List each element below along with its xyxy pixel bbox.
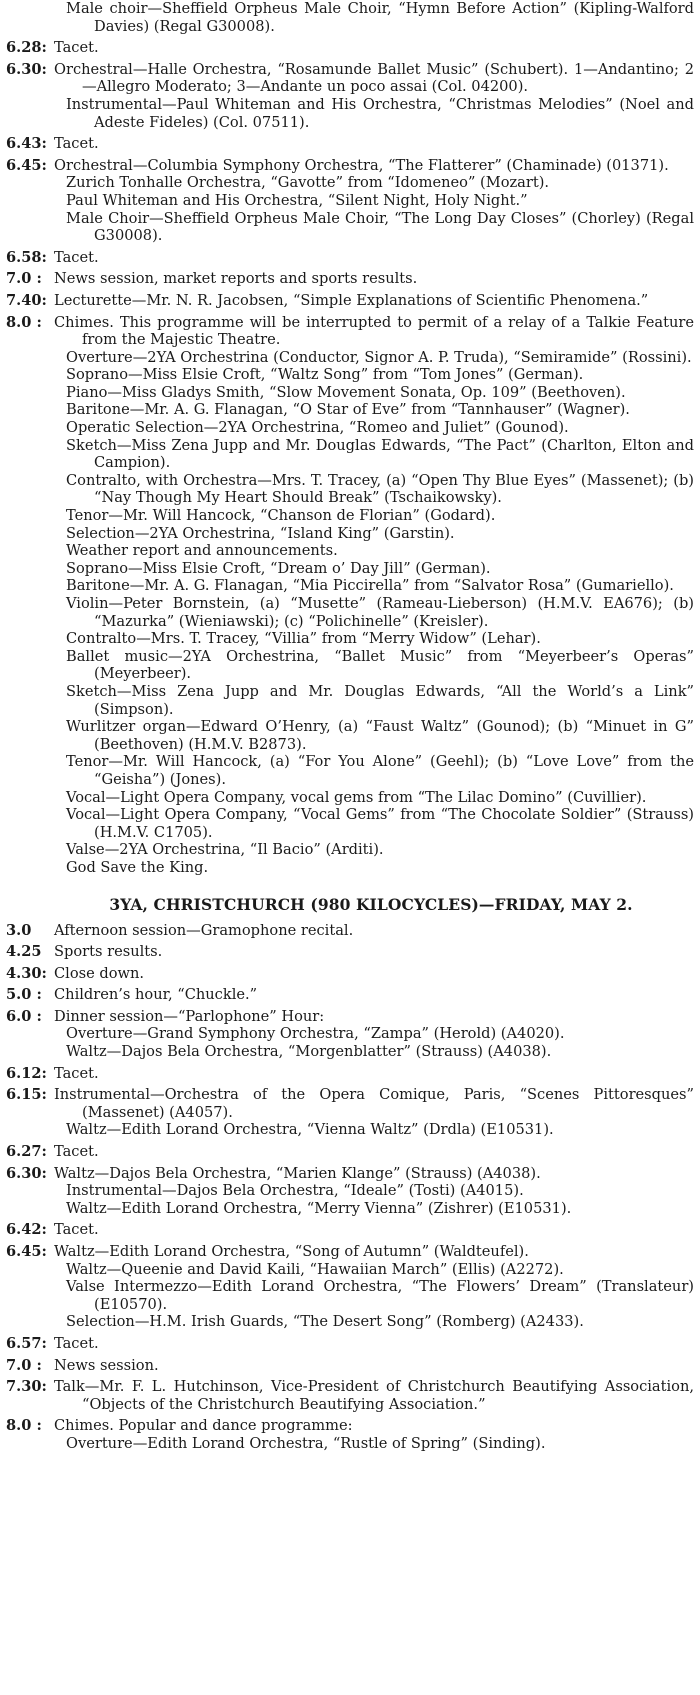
programme-entry (6, 648, 696, 683)
entry-time: 4.30: (6, 964, 47, 982)
entry-text: Weather report and announcements. (66, 542, 338, 560)
programme-entry (6, 1261, 696, 1279)
programme-entry (6, 1335, 696, 1353)
entry-time: 6.15: (6, 1086, 47, 1104)
programme-entry (6, 384, 696, 402)
entry-text: Chimes. This programme will be interrupted to permit of a relay of a Talkie Feature from the Majestic Theatre. (54, 313, 694, 349)
entry-text: Baritone—Mr. A. G. Flanagan, “Mia Piccirella” from “Salvator Rosa” (Gumariello). (66, 577, 674, 595)
programme-entry (6, 1182, 696, 1200)
programme-entry (6, 525, 696, 543)
programme-entry (6, 1417, 696, 1435)
programme-entry (6, 683, 696, 718)
entry-text: Waltz—Edith Lorand Orchestra, “Merry Vienna” (Zishrer) (E10531). (66, 1199, 572, 1217)
entry-text: Zurich Tonhalle Orchestra, “Gavotte” from “Idomeneo” (Mozart). (66, 174, 550, 192)
entry-text: Ballet music—2YA Orchestrina, “Ballet Music” from “Meyerbeer’s Operas” (Meyerbeer). (66, 647, 694, 683)
programme-entry (6, 630, 696, 648)
entry-text: Sketch—Miss Zena Jupp and Mr. Douglas Edwards, “The Pact” (Charlton, Elton and Campion). (66, 436, 694, 472)
entry-text: Instrumental—Orchestra of the Opera Comique, Paris, “Scenes Pittoresques” (Massenet) (A4057). (54, 1086, 694, 1121)
entry-text: Violin—Peter Bornstein, (a) “Musette” (Rameau-Lieberson) (H.M.V. EA676); (b) “Mazurka” (Wieniawski); (c) “Polichinelle” (Kreisler). (66, 595, 694, 630)
programme-entry (6, 0, 696, 35)
entry-time: 6.42: (6, 1221, 47, 1239)
entry-time: 5.0 : (6, 986, 42, 1004)
entry-time: 8.0 : (6, 313, 42, 331)
entry-time: 8.0 : (6, 1417, 42, 1435)
entry-text: Operatic Selection—2YA Orchestrina, “Romeo and Juliet” (Gounod). (66, 419, 569, 437)
entry-text: God Save the King. (66, 858, 209, 876)
entry-text: Tacet. (54, 135, 99, 153)
entry-text: Tacet. (54, 1064, 99, 1082)
entry-text: Afternoon session—Gramophone recital. (54, 921, 354, 939)
entry-text: Piano—Miss Gladys Smith, “Slow Movement Sonata, Op. 109” (Beethoven). (66, 383, 626, 401)
station-heading-3ya: 3YA, CHRISTCHURCH (980 KILOCYCLES)—FRIDAY, MAY 2. (109, 894, 633, 914)
entry-text: Vocal—Light Opera Company, “Vocal Gems” from “The Chocolate Soldier” (Strauss) (H.M.V. C1705). (66, 806, 694, 841)
entry-text: News session. (54, 1356, 159, 1374)
entry-text: Sketch—Miss Zena Jupp and Mr. Douglas Edwards, “All the World’s a Link” (Simpson). (66, 682, 694, 718)
entry-text: Instrumental—Paul Whiteman and His Orchestra, “Christmas Melodies” (Noel and Adeste Fideles) (Col. 07511). (66, 95, 694, 131)
programme-entry (6, 1121, 696, 1139)
programme-entry (6, 1200, 696, 1218)
entry-text: Male Choir—Sheffield Orpheus Male Choir, “The Long Day Closes” (Chorley) (Regal G30008). (66, 209, 694, 245)
programme-entry (6, 157, 696, 175)
programme-entry (6, 419, 696, 437)
entry-time: 6.27: (6, 1143, 47, 1161)
programme-entry (6, 560, 696, 578)
entry-text: Paul Whiteman and His Orchestra, “Silent Night, Holy Night.” (66, 191, 528, 209)
entry-text: News session, market reports and sports results. (54, 270, 418, 288)
entry-text: Tenor—Mr. Will Hancock, (a) “For You Alone” (Geehl); (b) “Love Love” from the “Geisha”) (Jones). (66, 753, 694, 788)
programme-entry (6, 595, 696, 630)
entry-text: Selection—H.M. Irish Guards, “The Desert Song” (Romberg) (A2433). (66, 1313, 584, 1331)
programme-entry (6, 61, 696, 96)
entry-time: 6.45: (6, 1243, 47, 1260)
entry-text: Waltz—Queenie and David Kaili, “Hawaiian March” (Ellis) (A2272). (66, 1260, 564, 1278)
entry-time: 6.45: (6, 156, 47, 174)
entry-text: Tenor—Mr. Will Hancock, “Chanson de Florian” (Godard). (66, 507, 496, 525)
entry-text: Valse—2YA Orchestrina, “Il Bacio” (Arditi). (66, 841, 384, 859)
entry-text: Overture—Grand Symphony Orchestra, “Zampa” (Herold) (A4020). (66, 1025, 565, 1043)
entry-text: Orchestral—Halle Orchestra, “Rosamunde Ballet Music” (Schubert). 1—Andantino; 2—Allegro Moderato; 3—Andante un poco assai (Col. 04200). (54, 60, 694, 96)
programme-section-2ya-continued (6, 0, 696, 877)
programme-entry (6, 1357, 696, 1375)
entry-time: 6.30: (6, 60, 47, 78)
programme-entry (6, 39, 696, 57)
entry-text: Tacet. (54, 1143, 99, 1161)
entry-text: Tacet. (54, 1334, 99, 1352)
entry-text: Close down. (54, 964, 145, 982)
programme-entry (6, 1065, 696, 1083)
programme-entry (6, 1221, 696, 1239)
programme-entry (6, 96, 696, 131)
entry-time: 7.0 : (6, 1356, 42, 1374)
programme-entry (6, 789, 696, 807)
entry-time: 6.57: (6, 1334, 47, 1352)
entry-text: Instrumental—Dajos Bela Orchestra, “Ideale” (Tosti) (A4015). (66, 1182, 524, 1200)
entry-text: Lecturette—Mr. N. R. Jacobsen, “Simple Explanations of Scientific Phenomena.” (54, 291, 649, 309)
programme-entry (6, 1008, 696, 1026)
programme-entry (6, 1025, 696, 1043)
programme-entry (6, 1243, 696, 1261)
programme-entry (6, 718, 696, 753)
programme-entry (6, 1378, 696, 1413)
entry-text: Tacet. (54, 39, 99, 57)
programme-entry (6, 542, 696, 560)
entry-time: 6.12: (6, 1064, 47, 1082)
entry-time: 6.58: (6, 248, 47, 266)
entry-text: Overture—Edith Lorand Orchestra, “Rustle of Spring” (Sinding). (66, 1434, 546, 1452)
entry-text: Waltz—Dajos Bela Orchestra, “Marien Klange” (Strauss) (A4038). (54, 1164, 541, 1182)
entry-text: Contralto, with Orchestra—Mrs. T. Tracey, (a) “Open Thy Blue Eyes” (Massenet); (b) “Nay Though My Heart Should Break” (Tschaikowsky). (66, 471, 694, 507)
programme-entry (6, 753, 696, 788)
programme-entry (6, 1435, 696, 1453)
programme-entry (6, 1165, 696, 1183)
entry-text: Tacet. (54, 248, 99, 266)
entry-text: Sports results. (54, 943, 163, 961)
programme-entry (6, 1278, 696, 1313)
programme-entry (6, 986, 696, 1004)
entry-text: Dinner session—“Parlophone” Hour: (54, 1007, 325, 1025)
entry-text: Overture—2YA Orchestrina (Conductor, Signor A. P. Truda), “Semiramide” (Rossini). (66, 348, 692, 366)
programme-entry (6, 314, 696, 349)
newspaper-radio-programme-page (6, 0, 696, 1453)
programme-entry (6, 859, 696, 877)
entry-text: Selection—2YA Orchestrina, “Island King” (Garstin). (66, 524, 455, 542)
programme-entry (6, 192, 696, 210)
programme-entry (6, 174, 696, 192)
programme-entry (6, 507, 696, 525)
programme-entry (6, 922, 696, 940)
programme-entry (6, 806, 696, 841)
entry-text: Vocal—Light Opera Company, vocal gems from “The Lilac Domino” (Cuvillier). (66, 788, 647, 806)
entry-time: 7.30: (6, 1378, 47, 1396)
entry-text: Chimes. Popular and dance programme: (54, 1417, 353, 1435)
programme-entry (6, 1143, 696, 1161)
programme-entry (6, 943, 696, 961)
entry-time: 3.0 (6, 921, 32, 939)
programme-section-3ya (6, 922, 696, 1453)
programme-entry (6, 841, 696, 859)
entry-time: 6.28: (6, 39, 47, 57)
entry-time: 4.25 (6, 943, 42, 961)
programme-entry (6, 1043, 696, 1061)
programme-entry (6, 249, 696, 267)
entry-text: Valse Intermezzo—Edith Lorand Orchestra, “The Flowers’ Dream” (Translateur) (E10570). (66, 1278, 694, 1313)
programme-entry (6, 472, 696, 507)
entry-time: 6.43: (6, 135, 47, 153)
programme-entry (6, 366, 696, 384)
entry-text: Male choir—Sheffield Orpheus Male Choir, “Hymn Before Action” (Kipling-Walford Davies) (Regal G30008). (66, 0, 694, 35)
programme-entry (6, 437, 696, 472)
entry-text: Wurlitzer organ—Edward O’Henry, (a) “Faust Waltz” (Gounod); (b) “Minuet in G” (Beethoven) (H.M.V. B2873). (66, 718, 694, 753)
entry-text: Tacet. (54, 1221, 99, 1239)
programme-entry (6, 135, 696, 153)
entry-text: Soprano—Miss Elsie Croft, “Dream o’ Day Jill” (German). (66, 559, 491, 577)
entry-text: Baritone—Mr. A. G. Flanagan, “O Star of Eve” from “Tannhauser” (Wagner). (66, 401, 630, 419)
programme-entry (6, 965, 696, 983)
entry-text: Waltz—Edith Lorand Orchestra, “Song of Autumn” (Waldteufel). (54, 1243, 529, 1260)
programme-entry (6, 270, 696, 288)
entry-time: 6.0 : (6, 1007, 42, 1025)
programme-entry (6, 1313, 696, 1331)
entry-text: Children’s hour, “Chuckle.” (54, 986, 258, 1004)
entry-text: Soprano—Miss Elsie Croft, “Waltz Song” from “Tom Jones” (German). (66, 366, 584, 384)
programme-entry (6, 210, 696, 245)
entry-text: Contralto—Mrs. T. Tracey, “Villia” from “Merry Widow” (Lehar). (66, 630, 541, 648)
programme-entry (6, 401, 696, 419)
entry-text: Orchestral—Columbia Symphony Orchestra, “The Flatterer” (Chaminade) (01371). (54, 156, 669, 174)
entry-time: 7.40: (6, 291, 47, 309)
entry-text: Waltz—Edith Lorand Orchestra, “Vienna Waltz” (Drdla) (E10531). (66, 1121, 554, 1139)
programme-entry (6, 349, 696, 367)
programme-entry (6, 292, 696, 310)
entry-time: 6.30: (6, 1164, 47, 1182)
programme-entry (6, 1086, 696, 1121)
entry-text: Waltz—Dajos Bela Orchestra, “Morgenblatter” (Strauss) (A4038). (66, 1043, 552, 1061)
programme-entry (6, 577, 696, 595)
entry-time: 7.0 : (6, 270, 42, 288)
entry-text: Talk—Mr. F. L. Hutchinson, Vice-President of Christchurch Beautifying Association, “Objects of the Christchurch Beautifying Association.” (54, 1378, 694, 1413)
